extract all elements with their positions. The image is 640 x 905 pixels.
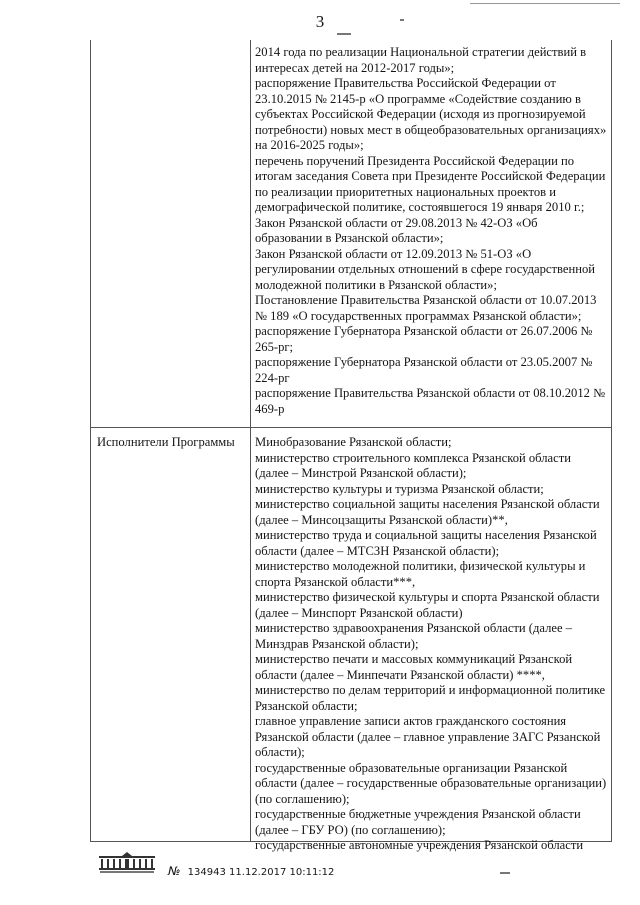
- executor-item: министерство по делам территорий и информационной политике Рязанской области;: [255, 683, 606, 713]
- executor-item: государственные автономные учреждения Рязанской области: [255, 838, 584, 852]
- executor-item: министерство молодежной политики, физической культуры и спорта Рязанской области***,: [255, 559, 586, 589]
- document-footer: [98, 852, 335, 878]
- executor-item: министерство культуры и туризма Рязанской области;: [255, 481, 544, 496]
- executor-item: министерство труда и социальной защиты населения Рязанской области (далее – МТСЗН Рязанской области);: [255, 528, 597, 558]
- legal-basis-item: распоряжение Правительства Российской Федерации от 23.10.2015 № 2145-р «О программе «Содействие созданию в субъектах Российской Федерации (исходя из прогнозируемой потребности) новых мест в общеобразовательных организациях» на 2016-2025 годы»;: [255, 76, 607, 152]
- executors-label: Исполнители Программы: [97, 435, 235, 449]
- executor-item: Минобразование Рязанской области;: [255, 435, 452, 449]
- executor-item: государственные образовательные организации Рязанской области (далее – государственные образовательные организации) (по соглашению);: [255, 760, 607, 806]
- legal-basis-item: Закон Рязанской области от 29.08.2013 № 42-ОЗ «Об образовании в Рязанской области»;: [255, 215, 538, 245]
- number-symbol: №: [168, 864, 181, 878]
- government-building-icon: [98, 852, 156, 874]
- executor-item: министерство физической культуры и спорта Рязанской области (далее – Минспорт Рязанской области): [255, 590, 600, 620]
- scan-speck: [337, 33, 351, 35]
- document-id: 134943: [187, 867, 226, 878]
- scan-speck: [500, 872, 510, 874]
- document-timestamp: 11.12.2017 10:11:12: [229, 867, 335, 878]
- legal-basis-item: перечень поручений Президента Российской Федерации по итогам заседания Совета при Президенте Российской Федерации по реализации приоритетных национальных проектов и демографической политике, состоявшегося 19 января 2010 г.;: [255, 153, 606, 214]
- legal-basis-item: распоряжение Губернатора Рязанской области от 23.05.2007 № 224-рг: [255, 355, 593, 385]
- executors-cell: [255, 435, 607, 854]
- legal-basis-item: Постановление Правительства Рязанской области от 10.07.2013 № 189 «О государственных программах Рязанской области»;: [255, 293, 597, 323]
- executor-item: министерство печати и массовых коммуникаций Рязанской области (далее – Минпечати Рязанской области) ****,: [255, 652, 573, 682]
- document-stamp: [168, 864, 334, 878]
- column-divider: [250, 40, 251, 841]
- row-divider: [91, 427, 611, 428]
- legal-basis-item: Закон Рязанской области от 12.09.2013 № 51-ОЗ «О регулировании отдельных отношений в сфере государственной молодежной политики в Рязанской области»;: [255, 246, 595, 292]
- executor-item: министерство строительного комплекса Рязанской области (далее – Минстрой Рязанской области);: [255, 450, 571, 480]
- executor-item: министерство социальной защиты населения Рязанской области (далее – Минсоцзащиты Рязанской области)**,: [255, 497, 600, 527]
- program-table: [90, 40, 612, 852]
- executor-item: главное управление записи актов гражданского состояния Рязанской области (далее – главное управление ЗАГС Рязанской области);: [255, 714, 601, 759]
- scan-speck: [470, 3, 620, 4]
- legal-basis-item: распоряжение Губернатора Рязанской области от 26.07.2006 № 265-рг;: [255, 324, 593, 354]
- legal-basis-item: 2014 года по реализации Национальной стратегии действий в интересах детей на 2012-2017 годы»;: [255, 45, 587, 75]
- page-number: 3: [315, 12, 325, 31]
- executor-item: государственные бюджетные учреждения Рязанской области (далее – ГБУ РО) (по соглашению);: [255, 807, 581, 837]
- legal-basis-item: распоряжение Правительства Рязанской области от 08.10.2012 № 469-р: [255, 386, 606, 416]
- scan-speck: [400, 19, 404, 21]
- executor-item: министерство здравоохранения Рязанской области (далее – Минздрав Рязанской области);: [255, 621, 573, 651]
- legal-basis-cell: [255, 45, 607, 417]
